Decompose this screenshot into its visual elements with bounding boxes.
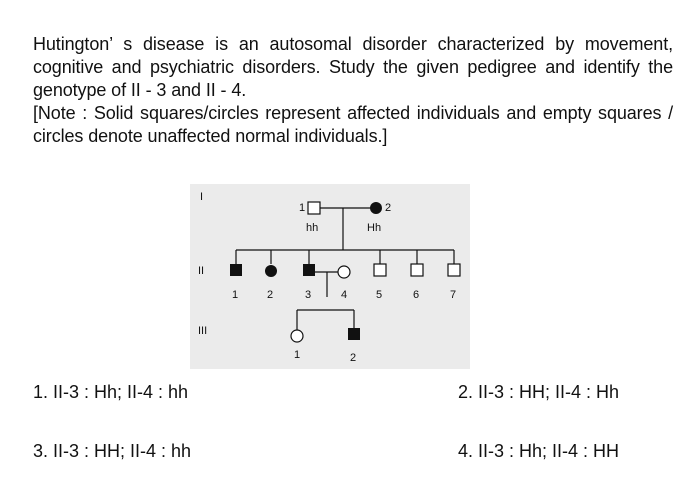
question-note: [Note : Solid squares/circles represent affected individuals and empty squares / circles denote unaffected normal individuals.] <box>33 103 673 146</box>
question-paragraph: Hutington’ s disease is an autosomal disorder characterized by movement, cognitive and psychiatric disorders. Study the given pedigree and identify the genotype of II - 3 and II - 4. <box>33 34 673 100</box>
gen1-individual-1-symbol <box>308 202 320 214</box>
option-1[interactable]: 1. II-3 : Hh; II-4 : hh <box>33 382 189 402</box>
gen2-individual-2-symbol <box>265 265 277 277</box>
option-3[interactable]: 3. II-3 : HH; II-4 : hh <box>33 441 192 461</box>
gen2-individual-4-number: 4 <box>341 289 348 301</box>
gen2-individual-4-symbol <box>338 266 350 278</box>
gen2-individual-6-number: 6 <box>413 289 420 301</box>
gen3-individual-1-number: 1 <box>294 349 301 361</box>
gen2-individual-3-number: 3 <box>305 289 312 301</box>
gen-label-2: II <box>198 265 205 277</box>
gen2-individual-7-number: 7 <box>450 289 457 301</box>
option-4[interactable]: 4. II-3 : Hh; II-4 : HH <box>458 441 620 461</box>
gen2-individual-3-symbol <box>303 264 315 276</box>
gen1-individual-1-number: 1 <box>299 202 306 214</box>
pedigree-svg <box>190 184 470 369</box>
gen2-individual-1-number: 1 <box>232 289 239 301</box>
gen3-individual-2-number: 2 <box>350 352 357 364</box>
gen-label-3: III <box>198 325 208 337</box>
gen3-individual-1-symbol <box>291 330 303 342</box>
gen-label-1: I <box>200 191 204 203</box>
gen3-individual-2-symbol <box>348 328 360 340</box>
gen2-individual-5-number: 5 <box>376 289 383 301</box>
gen2-individual-6-symbol <box>411 264 423 276</box>
gen2-individual-7-symbol <box>448 264 460 276</box>
pedigree-chart <box>190 184 470 369</box>
gen2-individual-1-symbol <box>230 264 242 276</box>
gen2-individual-5-symbol <box>374 264 386 276</box>
gen1-individual-2-symbol <box>370 202 382 214</box>
gen1-individual-2-number: 2 <box>385 202 392 214</box>
gen2-individual-2-number: 2 <box>267 289 274 301</box>
option-2[interactable]: 2. II-3 : HH; II-4 : Hh <box>458 382 620 402</box>
gen1-individual-2-genotype: Hh <box>367 222 382 234</box>
gen1-individual-1-genotype: hh <box>306 222 319 234</box>
question-text <box>33 33 673 148</box>
